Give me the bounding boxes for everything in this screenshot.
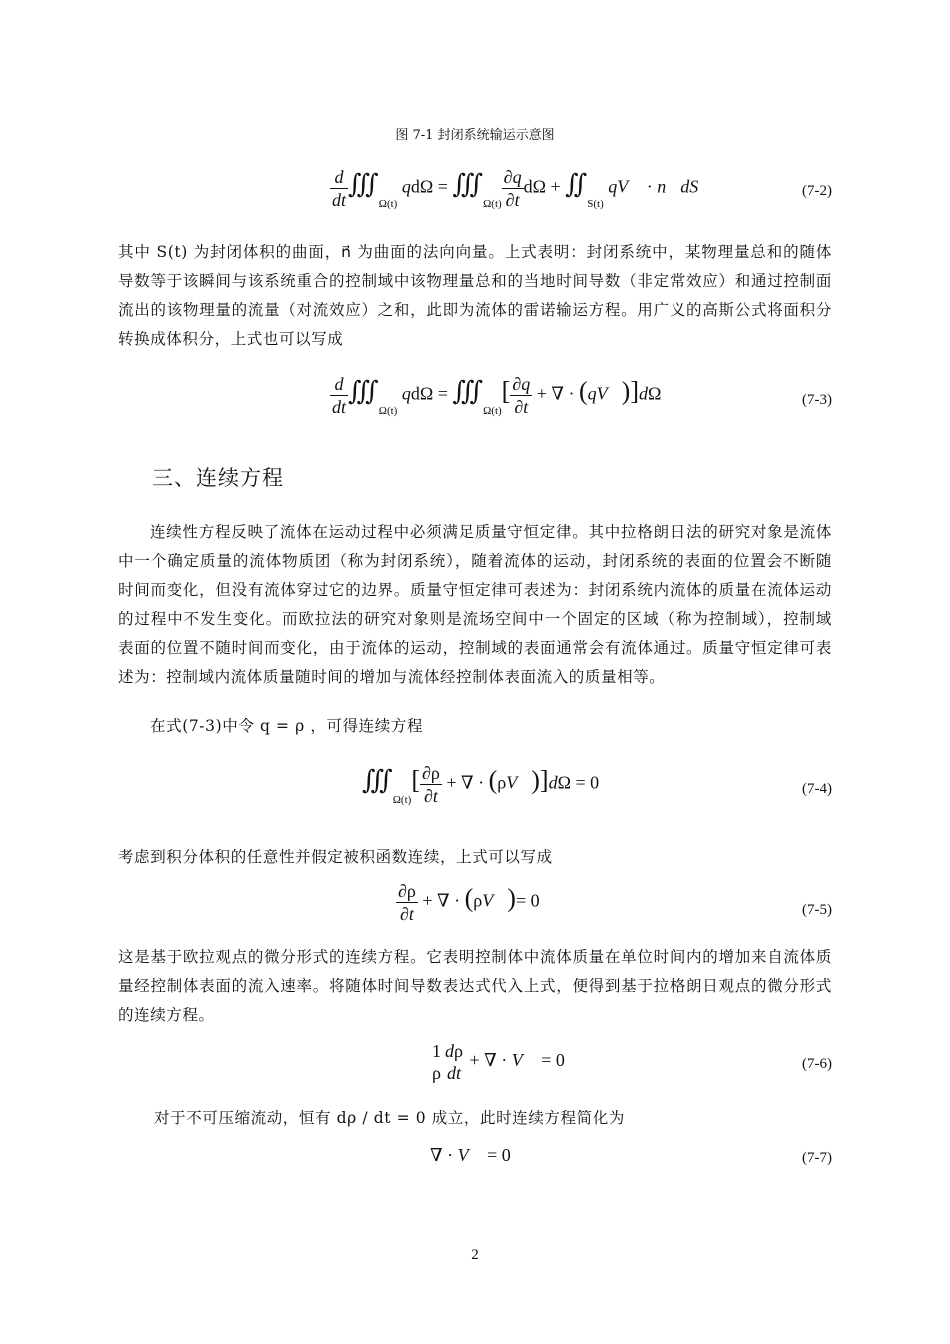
paragraph-1: 其中 S(t) 为封闭体积的曲面，n⃗ 为曲面的法向向量。上式表明：封闭系统中，某物理量总和的随体导数等于该瞬间与该系统重合的控制域中该物理量总和的当地时间导数（非定常效应）和通过控制面流出的该物理量的流量（对流效应）之和，此即为流体的雷诺输运方程。用广义的高斯公式将面积分转换成体积分，上式也可以写成 bbox=[118, 243, 832, 348]
equation-number-7-2: (7-2) bbox=[802, 183, 832, 199]
equation-number-7-6: (7-6) bbox=[802, 1056, 832, 1072]
paragraph-4: 考虑到积分体积的任意性并假定被积函数连续，上式可以写成 bbox=[118, 848, 553, 866]
page-number: 2 bbox=[471, 1247, 479, 1263]
paragraph-5: 这是基于欧拉观点的微分形式的连续方程。它表明控制体中流体质量在单位时间内的增加来自流体质量经控制体表面的流入速率。将随体时间导数表达式代入上式，便得到基于拉格朗日观点的微分形式的连续方程。 bbox=[118, 948, 832, 1024]
equation-number-7-7: (7-7) bbox=[802, 1150, 832, 1166]
equation-number-7-4: (7-4) bbox=[802, 781, 832, 797]
paragraph-3: 在式(7-3)中令 q = ρ ，可得连续方程 bbox=[150, 717, 424, 735]
equation-number-7-5: (7-5) bbox=[802, 902, 832, 918]
equation-number-7-3: (7-3) bbox=[802, 392, 832, 408]
equation-7-3: $\frac{d}{dt}$ $∭_{\Omega(t)}$ $qd\Omega = ∭_{\Omega(t)}$[ $\frac{\partial q}{\partial t}$ + ∇ · (qV⃗)]dΩ bbox=[332, 374, 662, 417]
equation-7-5: $\frac{\partial\rho}{\partial t}$ + ∇ · (ρV⃗)= 0 bbox=[398, 881, 540, 924]
equation-7-6: 1 ρ dρ dt + ∇ · V⃗ = 0 bbox=[432, 1041, 565, 1083]
equation-7-2: $\frac{d}{dt}$ $∭_{\Omega(t)}$ $qd\Omega = ∭_{\Omega(t)}$ $\frac{\partial q}{\partial t}$ $d\Omega + ∬_{S(t)}$ qV⃗ · n⃗dS bbox=[332, 167, 699, 210]
section-heading: 三、连续方程 bbox=[152, 466, 284, 490]
figure-caption: 图 7-1 封闭系统输运示意图 bbox=[395, 128, 555, 143]
equation-7-4: $∭_{\Omega(t)}$[ $\frac{\partial\rho}{\partial t}$ + ∇ · (ρV⃗)]dΩ = 0 bbox=[362, 763, 600, 806]
paragraph-6: 对于不可压缩流动，恒有 dρ / dt = 0 成立，此时连续方程简化为 bbox=[154, 1109, 625, 1127]
equation-7-7: ∇ · V⃗ = 0 bbox=[430, 1145, 511, 1165]
paragraph-2: 连续性方程反映了流体在运动过程中必须满足质量守恒定律。其中拉格朗日法的研究对象是流体中一个确定质量的流体物质团（称为封闭系统），随着流体的运动，封闭系统的表面的位置会不断随时间而变化，但没有流体穿过它的边界。质量守恒定律可表述为：封闭系统内流体的质量在流体运动的过程中不发生变化。而欧拉法的研究对象则是流场空间中一个固定的区域（称为控制域），控制域表面的位置不随时间而变化，由于流体的运动，控制域的表面通常会有流体通过。质量守恒定律可表述为：控制域内流体质量随时间的增加与流体经控制体表面流入的质量相等。 bbox=[118, 523, 832, 686]
